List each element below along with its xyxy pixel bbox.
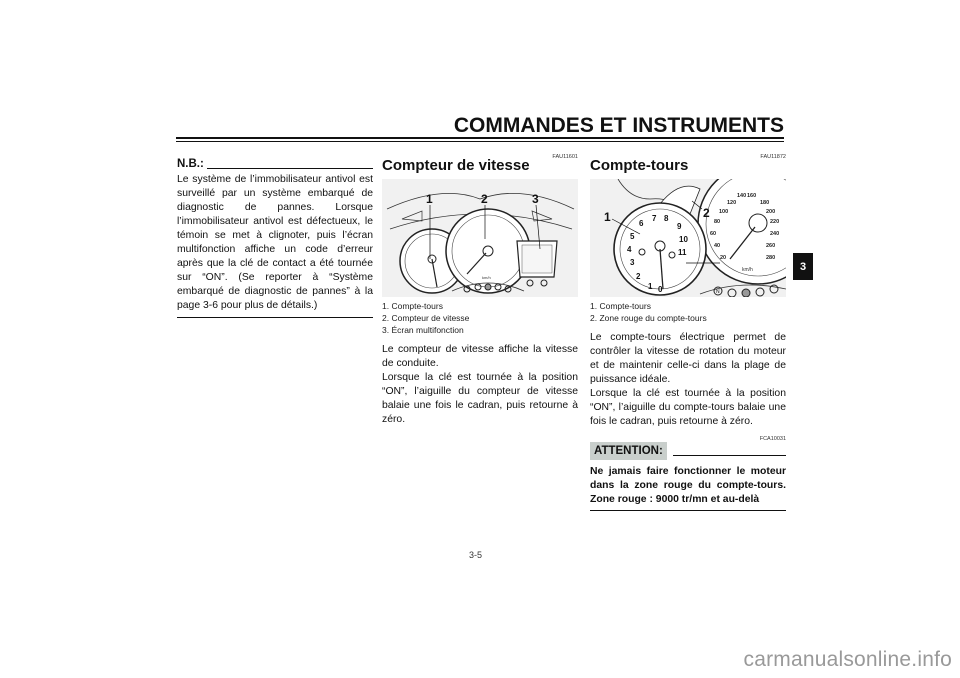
paragraph-line: Lorsque la clé est tournée à la position “ON”, l’aiguille du compte-tours balaie une fois le cadran, puis retourne à zéro. [590,388,786,427]
nb-heading [177,157,373,171]
section-code: FAU11601 [552,154,578,160]
svg-text:7: 7 [652,214,657,223]
section-code: FAU11872 [760,154,786,160]
tachometer-figure [590,179,786,297]
nb-rule [207,168,373,169]
caution-text: Ne jamais faire fonctionner le moteur dans la zone rouge du compte-tours. Zone rouge : 9000 tr/mn et au-delà [590,466,786,505]
svg-text:km/h: km/h [482,275,491,280]
page-number: 3-5 [469,550,483,560]
legend-item: 2. Zone rouge du compte-tours [590,313,707,323]
paragraph-line: Le compte-tours électrique permet de contrôler la vitesse de rotation du moteur et de maintenir celle-ci dans la plage de puissance idéale. [590,332,786,385]
svg-text:240: 240 [770,231,780,237]
legend-item: 3. Écran multifonction [382,325,464,335]
paragraph-line: Le compteur de vitesse affiche la vitesse de conduite. [382,344,578,369]
chapter-tab[interactable]: 3 [793,253,813,280]
caution-heading [590,442,786,460]
column-tachometer [590,150,786,511]
svg-text:8: 8 [664,214,669,223]
svg-text:0: 0 [658,285,663,294]
legend-item: 1. Compte-tours [382,301,443,311]
caution-rule [673,455,786,456]
svg-text:5: 5 [630,232,635,241]
header-rule [176,137,784,139]
svg-text:1: 1 [426,192,433,206]
svg-text:4: 4 [627,245,632,254]
svg-text:260: 260 [766,243,776,249]
svg-text:9: 9 [677,222,682,231]
nb-end-rule [177,317,373,318]
header-rule [176,141,784,142]
figure-legend [382,300,578,336]
legend-item: 2. Compteur de vitesse [382,313,470,323]
svg-text:200: 200 [766,209,776,215]
paragraph [382,343,578,427]
caution-end-rule [590,510,786,511]
svg-text:N: N [716,289,720,295]
figure-legend [590,300,786,324]
svg-text:2: 2 [481,192,488,206]
tachometer-illustration [590,179,786,297]
speedometer-figure [382,179,578,297]
svg-text:1: 1 [604,210,611,224]
paragraph-line: Lorsque la clé est tournée à la position “ON”, l’aiguille du compteur de vitesse balaie une fois le cadran, puis retourne à zéro. [382,372,578,425]
caution-label: ATTENTION: [590,442,667,460]
svg-text:220: 220 [770,219,780,225]
caution-code: FCA10031 [759,436,786,442]
svg-text:2: 2 [636,272,641,281]
paragraph [590,331,786,429]
svg-text:180: 180 [760,200,770,206]
svg-text:140: 140 [737,193,747,199]
section-title: Compteur de vitesse [382,157,530,174]
svg-text:280: 280 [766,255,776,261]
svg-text:11: 11 [678,248,687,257]
svg-text:km/h: km/h [742,267,753,273]
column-nb [177,150,373,318]
svg-text:80: 80 [714,219,721,225]
svg-text:100: 100 [719,209,729,215]
svg-text:3: 3 [630,258,635,267]
svg-text:1: 1 [648,282,653,291]
svg-text:60: 60 [710,231,717,237]
watermark[interactable]: carmanualsonline.info [743,648,952,671]
svg-text:10: 10 [679,235,688,244]
svg-text:3: 3 [532,192,539,206]
svg-text:2: 2 [703,206,710,220]
page-header-title: COMMANDES ET INSTRUMENTS [453,114,784,137]
svg-text:40: 40 [714,243,721,249]
svg-text:120: 120 [727,200,737,206]
legend-item: 1. Compte-tours [590,301,651,311]
instrument-panel-illustration [382,179,578,297]
nb-label: N.B.: [177,158,204,170]
svg-text:6: 6 [639,219,644,228]
nb-text: Le système de l’immobilisateur antivol est surveillé par un système embarqué de diagnostic de pannes. Lorsque l’immobilisateur antivol est défectueux, le témoin se met à clignoter, puis l’écran multifonction affiche un code d’erreur après que la clé de contact a été tournée sur “ON”. (Se reporter à “Système embarqué de diagnostic de pannes” à la page 3-6 pour plus de détails.) [177,174,373,311]
column-speedometer [382,150,578,427]
section-title: Compte-tours [590,157,689,174]
svg-text:160: 160 [747,193,757,199]
svg-text:20: 20 [720,255,727,261]
